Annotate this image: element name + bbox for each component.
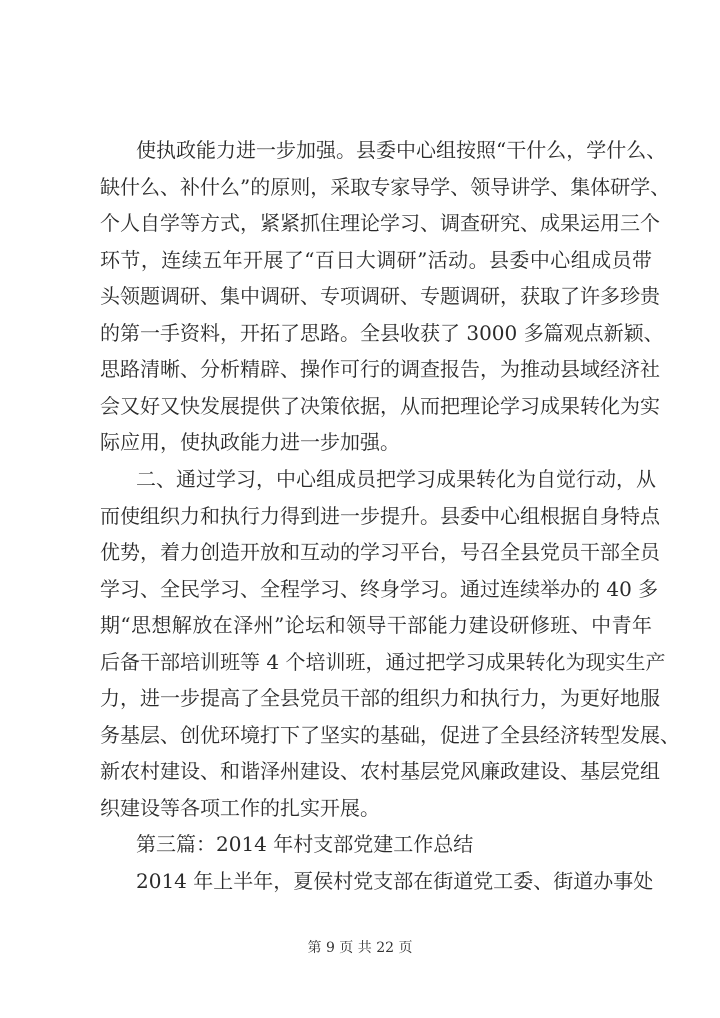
paragraph-line: 期“思想解放在泽州”论坛和领导干部能力建设研修班、中青年 (100, 613, 652, 638)
paragraph-line: 织建设等各项工作的扎实开展。 (100, 795, 380, 820)
paragraph-line: 而使组织力和执行力得到进一步提升。县委中心组根据自身特点 (100, 503, 660, 528)
paragraph-line: 环节，连续五年开展了“百日大调研”活动。县委中心组成员带 (100, 247, 652, 272)
paragraph-line: 思路清晰、分析精辟、操作可行的调查报告，为推动县域经济社 (100, 357, 660, 382)
paragraph-line: 个人自学等方式，紧紧抓住理论学习、调查研究、成果运用三个 (100, 211, 660, 236)
paragraph-line: 缺什么、补什么”的原则，采取专家导学、领导讲学、集体研学、 (100, 174, 671, 199)
paragraph-line: 学习、全民学习、全程学习、终身学习。通过连续举办的 40 多 (100, 576, 659, 601)
paragraph-line: 二、通过学习，中心组成员把学习成果转化为自觉行动，从 (136, 466, 656, 491)
paragraph-line: 会又好又快发展提供了决策依据，从而把理论学习成果转化为实 (100, 393, 660, 418)
page-number-footer: 第 9 页 共 22 页 (307, 940, 413, 956)
paragraph-line: 际应用，使执政能力进一步加强。 (100, 430, 400, 455)
paragraph-line: 务基层、创优环境打下了坚实的基础，促进了全县经济转型发展、 (100, 722, 680, 747)
paragraph-line: 后备干部培训班等 4 个培训班，通过把学习成果转化为现实生产 (100, 649, 666, 674)
paragraph-line: 头领题调研、集中调研、专项调研、专题调研，获取了许多珍贵 (100, 284, 660, 309)
paragraph-line: 优势，着力创造开放和互动的学习平台，号召全县党员干部全员 (100, 540, 660, 565)
paragraph-line: 的第一手资料，开拓了思路。全县收获了 3000 多篇观点新颖、 (100, 320, 664, 345)
paragraph-line: 力，进一步提高了全县党员干部的组织力和执行力，为更好地服 (100, 686, 660, 711)
paragraph-line: 使执政能力进一步加强。县委中心组按照“干什么，学什么、 (136, 138, 667, 162)
paragraph-line: 2014 年上半年，夏侯村党支部在街道党工委、街道办事处 (136, 869, 654, 893)
paragraph-line: 新农村建设、和谐泽州建设、农村基层党风廉政建设、基层党组 (100, 759, 660, 784)
section-heading: 第三篇：2014 年村支部党建工作总结 (136, 832, 474, 857)
